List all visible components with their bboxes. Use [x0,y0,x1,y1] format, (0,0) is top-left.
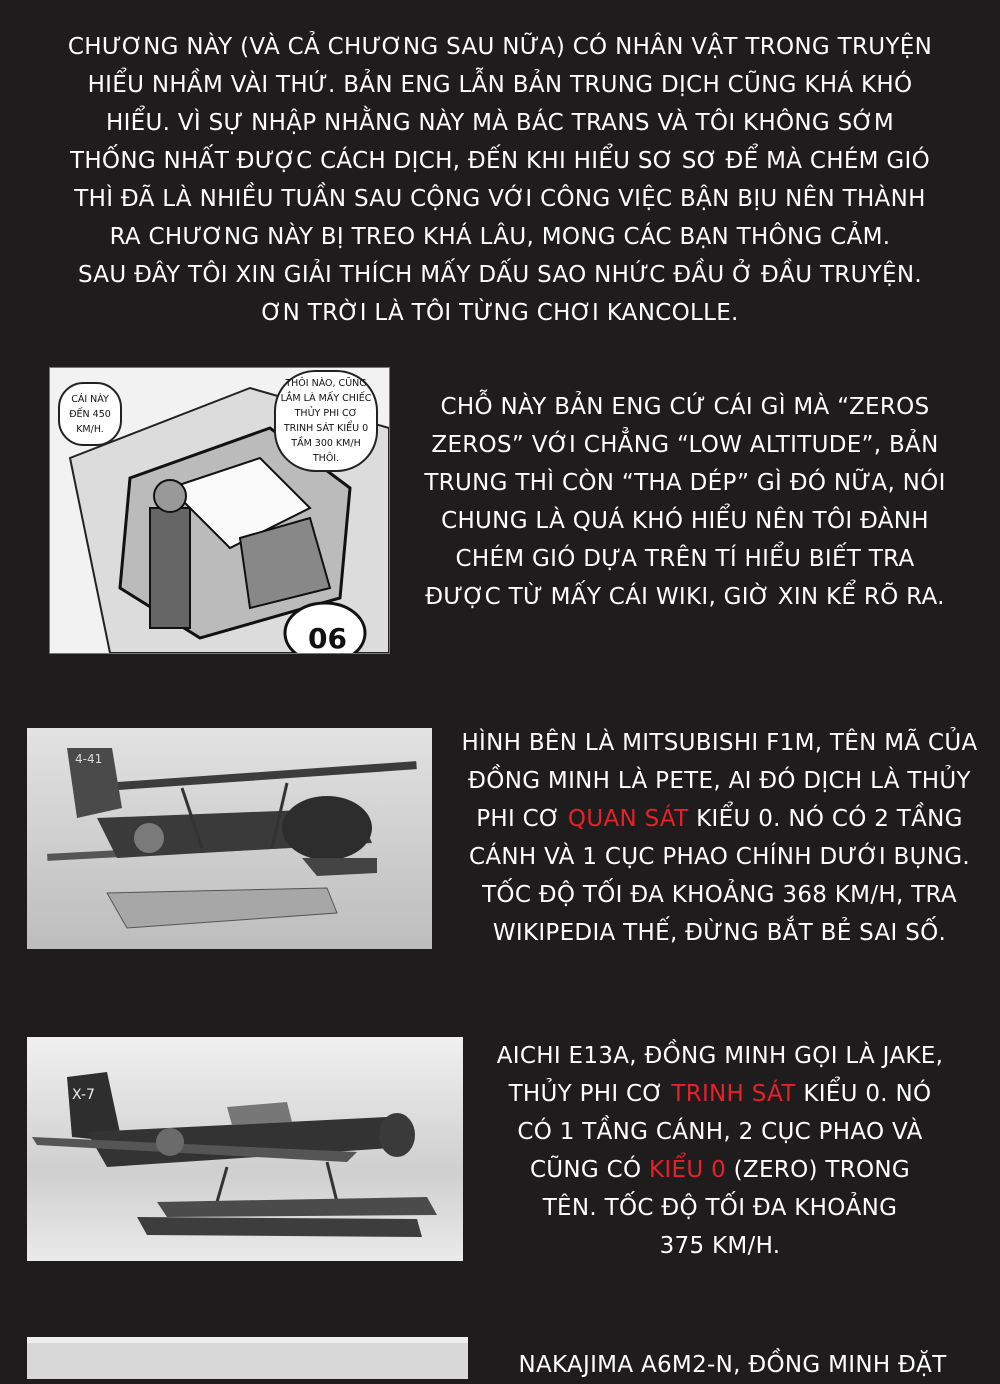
intro-line: ƠN TRỜI LÀ TÔI TỪNG CHƠI KANCOLLE. [261,300,739,326]
pete-plane-drawing [27,728,432,949]
block2-line-text: PHI CƠ [476,806,568,832]
intro-line: HIỂU NHẦM VÀI THỨ. BẢN ENG LẪN BẢN TRUNG DỊCH CŨNG KHÁ KHÓ [87,72,913,98]
block4-line: NAKAJIMA A6M2-N, ĐỒNG MINH ĐẶT [518,1352,947,1378]
block3-line [472,1151,968,1189]
jake-plane-photo [27,1037,463,1261]
pete-plane-photo [27,728,432,949]
block1-line: ZEROS” VỚI CHẲNG “LOW ALTITUDE”, BẢN [431,432,939,458]
pete-plane-code: 4-41 [75,752,103,766]
block3-line-text: THỦY PHI CƠ [508,1081,672,1107]
block1-line: CHÉM GIÓ DỰA TRÊN TÍ HIỂU BIẾT TRA [455,546,915,572]
block4-text [480,1346,985,1384]
block3-line: CÓ 1 TẦNG CÁNH, 2 CỤC PHAO VÀ [517,1119,923,1145]
highlight-trinh-sat: TRINH SÁT [671,1081,796,1107]
block2-line: HÌNH BÊN LÀ MITSUBISHI F1M, TÊN MÃ CỦA [461,730,978,756]
block3-line-text: (ZERO) TRONG [726,1157,911,1183]
block2-line: WIKIPEDIA THẾ, ĐỪNG BẮT BẺ SAI SỐ. [492,920,947,946]
rufe-plane-drawing [27,1337,468,1379]
intro-paragraph [30,28,970,332]
intro-line: RA CHƯƠNG NÀY BỊ TREO KHÁ LÂU, MONG CÁC BẠN THÔNG CẢM. [109,224,891,250]
block2-text [442,724,997,952]
block2-line: CÁNH VÀ 1 CỤC PHAO CHÍNH DƯỚI BỤNG. [469,844,970,870]
block2-line-text: KIỂU 0. NÓ CÓ 2 TẦNG [688,806,963,832]
block3-line: AICHI E13A, ĐỒNG MINH GỌI LÀ JAKE, [496,1043,944,1069]
block3-line: 375 KM/H. [659,1233,781,1259]
intro-line: HIỂU. VÌ SỰ NHẬP NHẰNG NÀY MÀ BÁC TRANS VÀ TÔI KHÔNG SỚM [106,110,894,136]
intro-line: SAU ĐÂY TÔI XIN GIẢI THÍCH MẤY DẤU SAO NHỨC ĐẦU Ở ĐẦU TRUYỆN. [77,262,923,288]
block2-line: TỐC ĐỘ TỐI ĐA KHOẢNG 368 KM/H, TRA [482,882,957,908]
block2-line [442,800,997,838]
block3-line-text: CŨNG CÓ [529,1157,650,1183]
speech-bubble-right [274,370,378,472]
speech-bubble-right-text: THÔI NÀO, CŨNG LẮM LÀ MẤY CHIẾC THỦY PHI CƠ TRINH SÁT KIỂU 0 TẦM 300 KM/H THÔI. [280,378,372,464]
block3-line [472,1075,968,1113]
block1-line: TRUNG THÌ CÒN “THA DÉP” GÌ ĐÓ NỮA, NÓI [424,470,946,496]
block1-line: CHUNG LÀ QUÁ KHÓ HIỂU NÊN TÔI ĐÀNH [441,508,929,534]
block3-line-text: KIỂU 0. NÓ [795,1081,932,1107]
block1-text [405,388,965,616]
intro-line: THỐNG NHẤT ĐƯỢC CÁCH DỊCH, ĐẾN KHI HIỂU SƠ SƠ ĐỂ MÀ CHÉM GIÓ [69,148,931,174]
intro-line: THÌ ĐÃ LÀ NHIỀU TUẦN SAU CỘNG VỚI CÔNG VIỆC BẬN BỊU NÊN THÀNH [74,186,926,212]
block3-text [472,1037,968,1265]
jake-plane-code: X-7 [72,1087,95,1103]
block1-line: CHỖ NÀY BẢN ENG CỨ CÁI GÌ MÀ “ZEROS [440,394,930,420]
block1-line: ĐƯỢC TỪ MẤY CÁI WIKI, GIỜ XIN KỂ RÕ RA. [425,584,945,610]
speech-bubble-left [58,382,122,446]
highlight-quan-sat: QUAN SÁT [567,806,689,832]
jake-plane-drawing [27,1037,463,1261]
highlight-kieu-0: KIỂU 0 [649,1157,727,1183]
plane-number: 06 [308,622,347,653]
block2-line: ĐỒNG MINH LÀ PETE, AI ĐÓ DỊCH LÀ THỦY [468,768,971,794]
intro-line: CHƯƠNG NÀY (VÀ CẢ CHƯƠNG SAU NỮA) CÓ NHÂN VẬT TRONG TRUYỆN [67,34,933,60]
manga-panel-image [49,367,390,654]
speech-bubble-left-text: CÁI NÀY ĐẾN 450 KM/H. [69,393,111,435]
block3-line: TÊN. TỐC ĐỘ TỐI ĐA KHOẢNG [542,1195,898,1221]
rufe-plane-photo [27,1337,468,1379]
